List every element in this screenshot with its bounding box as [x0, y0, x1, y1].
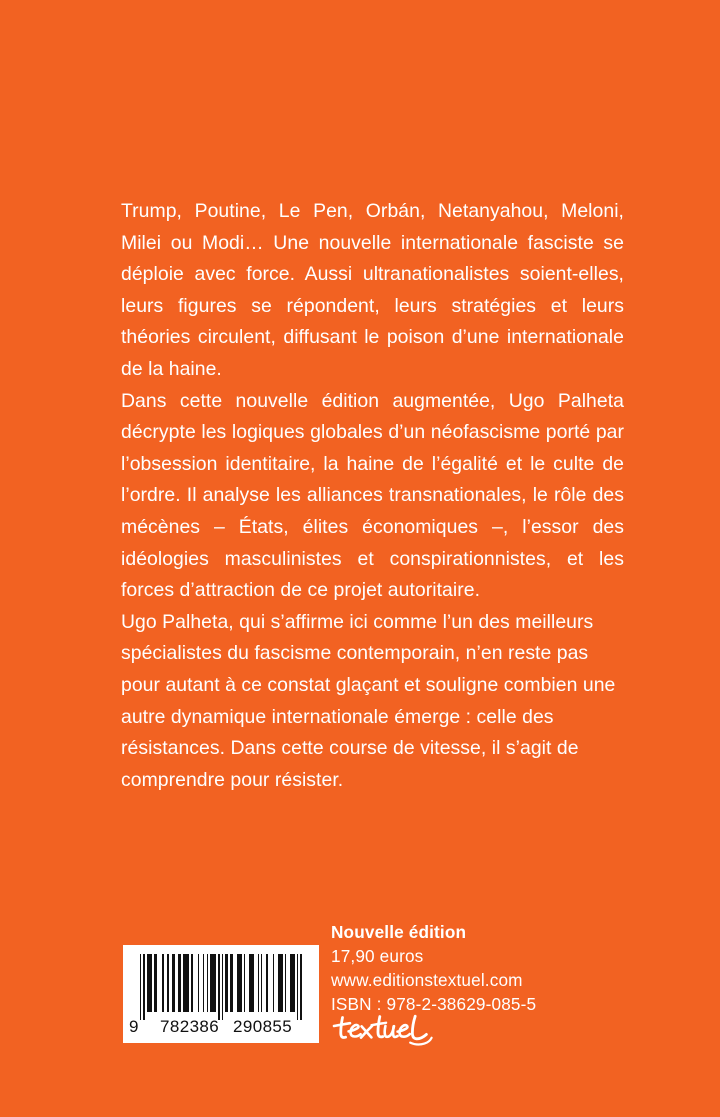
- barcode-left-group: 782386: [160, 1017, 220, 1036]
- blurb-text-block: [121, 196, 624, 796]
- barcode: [123, 945, 319, 1043]
- publisher-website[interactable]: www.editionstextuel.com: [331, 970, 523, 990]
- price-label: 17,90 euros: [331, 946, 424, 966]
- blurb-paragraph-3: Ugo Palheta, qui s’affirme ici comme l’un des meilleurs spécialistes du fascisme contemporain, n’en reste pas pour autant à ce constat glaçant et souligne combien une autre dynamique internationale émerge : celle des résistances. Dans cette course de vitesse, il s’agit de comprendre pour résister.: [121, 610, 616, 791]
- blurb-paragraph-1: Trump, Poutine, Le Pen, Orbán, Netanyahou, Meloni, Milei ou Modi… Une nouvelle internationale fasciste se déploie avec force. Aussi ultranationalistes soient-elles, leurs figures se répondent, leurs stratégies et leurs théories circulent, diffusant le poison d’une internationale de la haine.: [121, 200, 624, 380]
- barcode-right-group: 290855: [233, 1017, 293, 1036]
- textuel-logo: [331, 1014, 435, 1048]
- blurb-paragraph-2: Dans cette nouvelle édition augmentée, Ugo Palheta décrypte les logiques globales d’un néofascisme porté par l’obsession identitaire, la haine de l’égalité et le culte de l’ordre. Il analyse les alliances transnationales, le rôle des mécènes – États, élites économiques –, l’essor des idéologies masculinistes et conspirationnistes, et les forces d’attraction de ce projet autoritaire.: [121, 389, 624, 602]
- edition-label: Nouvelle édition: [331, 922, 467, 942]
- isbn-label: ISBN : 978-2-38629-085-5: [331, 994, 537, 1014]
- publisher-info: [331, 920, 536, 1016]
- cover-footer: [0, 912, 720, 1052]
- barcode-lead-digit: 9: [129, 1017, 139, 1036]
- barcode-bars: [140, 954, 302, 1020]
- barcode-digits: [123, 1017, 319, 1039]
